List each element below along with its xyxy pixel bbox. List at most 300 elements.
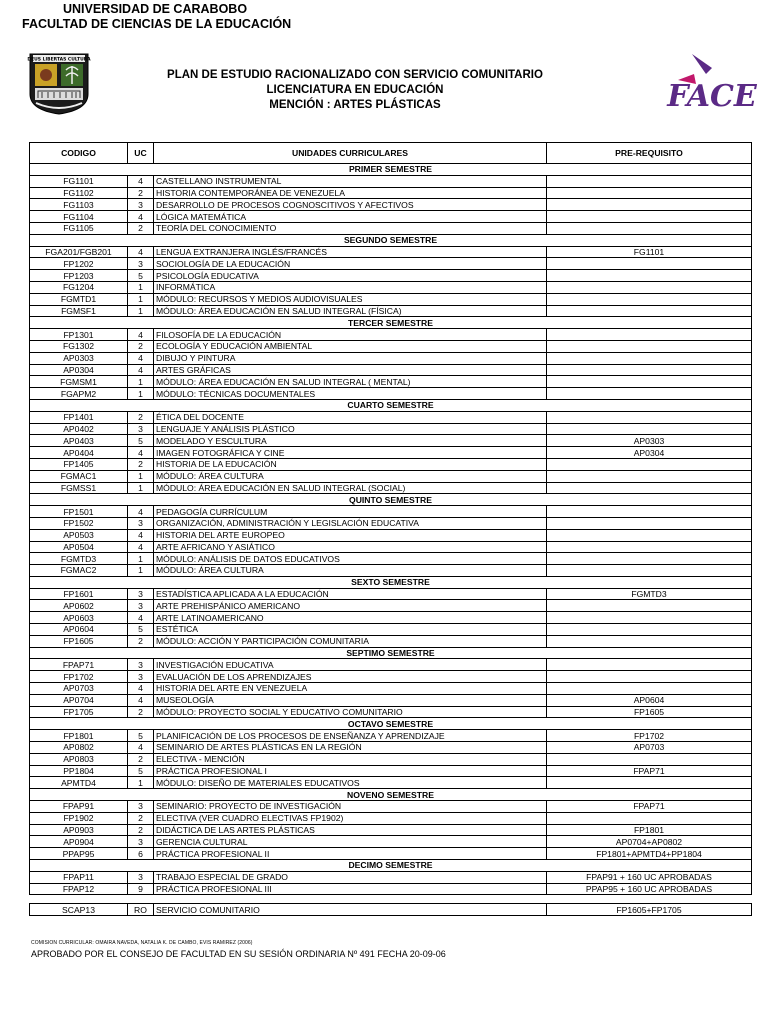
course-name: INVESTIGACIÓN EDUCATIVA — [154, 659, 547, 671]
course-code: FGMSM1 — [30, 376, 128, 388]
course-prereq — [547, 506, 752, 518]
course-name: LENGUAJE Y ANÁLISIS PLÁSTICO — [154, 423, 547, 435]
column-header-code: CODIGO — [30, 143, 128, 164]
course-uc: 3 — [128, 588, 154, 600]
course-code: FP1401 — [30, 411, 128, 423]
course-code: AP0602 — [30, 600, 128, 612]
table-row — [30, 376, 752, 388]
course-code: FP1301 — [30, 329, 128, 341]
course-uc: 1 — [128, 293, 154, 305]
semester-header-row — [30, 494, 752, 506]
course-uc: 1 — [128, 305, 154, 317]
curriculum-table — [29, 142, 752, 916]
course-code: FPAP11 — [30, 871, 128, 883]
faculty-name: FACULTAD DE CIENCIAS DE LA EDUCACIÓN — [22, 17, 292, 31]
course-name: PSICOLOGÍA EDUCATIVA — [154, 270, 547, 282]
course-name: HISTORIA DE LA EDUCACIÓN — [154, 458, 547, 470]
course-uc: 3 — [128, 836, 154, 848]
course-code: FG1101 — [30, 175, 128, 187]
column-header-prereq: PRE-REQUISITO — [547, 143, 752, 164]
course-code: FGA201/FGB201 — [30, 246, 128, 258]
course-prereq: FGMTD3 — [547, 588, 752, 600]
course-uc: 4 — [128, 541, 154, 553]
course-code: AP0503 — [30, 529, 128, 541]
course-uc: 3 — [128, 517, 154, 529]
commission-note: COMISION CURRICULAR: OMAIRA NAVEDA, NATALIA K. DE CAMBO, EVIS RAMIREZ (2006) — [31, 940, 253, 946]
face-logo-icon — [667, 44, 757, 120]
table-row — [30, 388, 752, 400]
table-row — [30, 305, 752, 317]
course-uc: 1 — [128, 388, 154, 400]
course-prereq: AP0304 — [547, 447, 752, 459]
course-code: FG1302 — [30, 340, 128, 352]
course-uc: 1 — [128, 376, 154, 388]
table-row — [30, 565, 752, 577]
course-prereq — [547, 671, 752, 683]
course-prereq: FPAP71 — [547, 801, 752, 813]
table-row — [30, 482, 752, 494]
course-name: MUSEOLOGÍA — [154, 694, 547, 706]
course-code: AP0704 — [30, 694, 128, 706]
course-prereq — [547, 222, 752, 234]
course-code: AP0603 — [30, 612, 128, 624]
course-name: IMAGEN FOTOGRÁFICA Y CINE — [154, 447, 547, 459]
course-name: SERVICIO COMUNITARIO — [154, 904, 547, 916]
course-name: TRABAJO ESPECIAL DE GRADO — [154, 871, 547, 883]
course-prereq — [547, 600, 752, 612]
course-name: ELECTIVA - MENCIÓN — [154, 753, 547, 765]
course-name: FILOSOFÍA DE LA EDUCACIÓN — [154, 329, 547, 341]
course-uc: 5 — [128, 435, 154, 447]
course-name: DIDÁCTICA DE LAS ARTES PLÁSTICAS — [154, 824, 547, 836]
course-name: LENGUA EXTRANJERA INGLÉS/FRANCÉS — [154, 246, 547, 258]
semester-header-row — [30, 576, 752, 588]
course-code: FG1102 — [30, 187, 128, 199]
course-prereq — [547, 659, 752, 671]
semester-header-row — [30, 164, 752, 176]
table-row — [30, 694, 752, 706]
course-prereq — [547, 270, 752, 282]
course-prereq — [547, 529, 752, 541]
course-prereq — [547, 305, 752, 317]
semester-title: CUARTO SEMESTRE — [30, 399, 752, 411]
semester-header-row — [30, 399, 752, 411]
table-row — [30, 812, 752, 824]
course-prereq — [547, 423, 752, 435]
course-name: MÓDULO: RECURSOS Y MEDIOS AUDIOVISUALES — [154, 293, 547, 305]
svg-text:DEUS LIBERTAS CULTURA: DEUS LIBERTAS CULTURA — [27, 57, 91, 63]
course-prereq — [547, 777, 752, 789]
course-uc: 2 — [128, 635, 154, 647]
course-code: AP0403 — [30, 435, 128, 447]
course-name: SOCIOLOGÍA DE LA EDUCACIÓN — [154, 258, 547, 270]
table-spacer — [30, 895, 752, 904]
course-prereq — [547, 553, 752, 565]
table-row — [30, 175, 752, 187]
course-code: FPAP91 — [30, 801, 128, 813]
university-name: UNIVERSIDAD DE CARABOBO — [63, 2, 248, 16]
course-code: FP1801 — [30, 730, 128, 742]
course-prereq — [547, 624, 752, 636]
course-code: AP0303 — [30, 352, 128, 364]
course-prereq — [547, 517, 752, 529]
course-code: FP1902 — [30, 812, 128, 824]
course-code: AP0904 — [30, 836, 128, 848]
course-prereq — [547, 411, 752, 423]
course-uc: 4 — [128, 246, 154, 258]
course-prereq: FPAP71 — [547, 765, 752, 777]
course-uc: 4 — [128, 612, 154, 624]
course-uc: 2 — [128, 222, 154, 234]
table-row — [30, 848, 752, 860]
course-code: AP0604 — [30, 624, 128, 636]
course-code: FGAPM2 — [30, 388, 128, 400]
course-prereq — [547, 388, 752, 400]
table-row — [30, 340, 752, 352]
semester-title: TERCER SEMESTRE — [30, 317, 752, 329]
table-row — [30, 765, 752, 777]
course-uc: 1 — [128, 553, 154, 565]
course-name: ESTÉTICA — [154, 624, 547, 636]
course-name: PRÁCTICA PROFESIONAL II — [154, 848, 547, 860]
degree-title: LICENCIATURA EN EDUCACIÓN — [266, 84, 444, 96]
course-prereq — [547, 753, 752, 765]
course-prereq: AP0703 — [547, 742, 752, 754]
course-uc: 2 — [128, 824, 154, 836]
course-uc: 2 — [128, 706, 154, 718]
table-row — [30, 187, 752, 199]
table-row — [30, 199, 752, 211]
course-name: PEDAGOGÍA CURRÍCULUM — [154, 506, 547, 518]
course-prereq — [547, 340, 752, 352]
semester-header-row — [30, 317, 752, 329]
course-prereq: FP1801+APMTD4+PP1804 — [547, 848, 752, 860]
course-code: FGMTD3 — [30, 553, 128, 565]
course-prereq — [547, 175, 752, 187]
semester-title: PRIMER SEMESTRE — [30, 164, 752, 176]
course-code: FGMAC1 — [30, 470, 128, 482]
table-row — [30, 753, 752, 765]
course-code: FP1705 — [30, 706, 128, 718]
course-code: FG1204 — [30, 281, 128, 293]
course-code: AP0903 — [30, 824, 128, 836]
course-uc: 4 — [128, 506, 154, 518]
column-header-uc: UC — [128, 143, 154, 164]
course-prereq — [547, 812, 752, 824]
table-row — [30, 824, 752, 836]
course-prereq — [547, 683, 752, 695]
table-row — [30, 364, 752, 376]
table-row — [30, 352, 752, 364]
course-prereq: FP1605+FP1705 — [547, 904, 752, 916]
course-name: ARTE AFRICANO Y ASIÁTICO — [154, 541, 547, 553]
course-code: FG1103 — [30, 199, 128, 211]
table-row — [30, 706, 752, 718]
table-row — [30, 742, 752, 754]
course-name: DESARROLLO DE PROCESOS COGNOSCITIVOS Y AFECTIVOS — [154, 199, 547, 211]
course-name: PRÁCTICA PROFESIONAL III — [154, 883, 547, 895]
table-row — [30, 683, 752, 695]
table-row — [30, 329, 752, 341]
course-uc: 3 — [128, 671, 154, 683]
course-name: MÓDULO: ANÁLISIS DE DATOS EDUCATIVOS — [154, 553, 547, 565]
course-name: MÓDULO: ÁREA EDUCACIÓN EN SALUD INTEGRAL ( MENTAL) — [154, 376, 547, 388]
course-uc: 1 — [128, 777, 154, 789]
course-uc: 1 — [128, 470, 154, 482]
course-name: HISTORIA CONTEMPORÁNEA DE VENEZUELA — [154, 187, 547, 199]
course-code: FG1105 — [30, 222, 128, 234]
course-prereq — [547, 635, 752, 647]
table-row — [30, 470, 752, 482]
course-prereq — [547, 482, 752, 494]
table-row — [30, 246, 752, 258]
course-uc: 2 — [128, 753, 154, 765]
curriculum-table-body — [30, 143, 752, 916]
course-uc: 6 — [128, 848, 154, 860]
table-row — [30, 777, 752, 789]
course-uc: 3 — [128, 801, 154, 813]
table-row — [30, 222, 752, 234]
course-code: FP1601 — [30, 588, 128, 600]
plan-title: PLAN DE ESTUDIO RACIONALIZADO CON SERVICIO COMUNITARIO — [167, 69, 543, 81]
course-name: MÓDULO: ÁREA CULTURA — [154, 565, 547, 577]
course-name: DIBUJO Y PINTURA — [154, 352, 547, 364]
mention-title: MENCIÓN : ARTES PLÁSTICAS — [269, 99, 441, 111]
course-code: FP1702 — [30, 671, 128, 683]
course-name: MÓDULO: DISEÑO DE MATERIALES EDUCATIVOS — [154, 777, 547, 789]
course-prereq: AP0604 — [547, 694, 752, 706]
table-row — [30, 730, 752, 742]
table-row — [30, 883, 752, 895]
course-code: AP0504 — [30, 541, 128, 553]
semester-header-row — [30, 718, 752, 730]
course-code: AP0404 — [30, 447, 128, 459]
table-row — [30, 871, 752, 883]
table-row — [30, 258, 752, 270]
course-uc: 4 — [128, 329, 154, 341]
course-prereq — [547, 470, 752, 482]
course-name: MODELADO Y ESCULTURA — [154, 435, 547, 447]
course-name: ARTE PREHISPÁNICO AMERICANO — [154, 600, 547, 612]
course-uc: 2 — [128, 812, 154, 824]
course-prereq: FP1702 — [547, 730, 752, 742]
course-code: FP1501 — [30, 506, 128, 518]
course-code: PP1804 — [30, 765, 128, 777]
course-prereq — [547, 187, 752, 199]
course-uc: 3 — [128, 600, 154, 612]
course-code: FP1202 — [30, 258, 128, 270]
table-row — [30, 541, 752, 553]
course-prereq — [547, 458, 752, 470]
course-code: AP0703 — [30, 683, 128, 695]
table-row — [30, 635, 752, 647]
course-code: FPAP12 — [30, 883, 128, 895]
course-uc: 2 — [128, 458, 154, 470]
semester-header-row — [30, 789, 752, 801]
course-uc: 3 — [128, 423, 154, 435]
course-name: PRÁCTICA PROFESIONAL I — [154, 765, 547, 777]
table-row — [30, 529, 752, 541]
approval-note: APROBADO POR EL CONSEJO DE FACULTAD EN SU SESIÓN ORDINARIA Nº 491 FECHA 20-09-06 — [31, 949, 446, 959]
semester-title: QUINTO SEMESTRE — [30, 494, 752, 506]
course-prereq: FP1801 — [547, 824, 752, 836]
course-name: HISTORIA DEL ARTE EUROPEO — [154, 529, 547, 541]
course-name: PLANIFICACIÓN DE LOS PROCESOS DE ENSEÑANZA Y APRENDIZAJE — [154, 730, 547, 742]
semester-title: SEXTO SEMESTRE — [30, 576, 752, 588]
course-code: AP0802 — [30, 742, 128, 754]
course-uc: 5 — [128, 624, 154, 636]
course-uc: 4 — [128, 211, 154, 223]
course-prereq: AP0704+AP0802 — [547, 836, 752, 848]
course-prereq: PPAP95 + 160 UC APROBADAS — [547, 883, 752, 895]
table-row — [30, 612, 752, 624]
course-prereq — [547, 364, 752, 376]
course-name: TEORÍA DEL CONOCIMIENTO — [154, 222, 547, 234]
course-name: ORGANIZACIÓN, ADMINISTRACIÓN Y LEGISLACIÓN EDUCATIVA — [154, 517, 547, 529]
course-code: FG1104 — [30, 211, 128, 223]
table-row — [30, 435, 752, 447]
course-uc: 9 — [128, 883, 154, 895]
course-name: CASTELLANO INSTRUMENTAL — [154, 175, 547, 187]
course-uc: 4 — [128, 694, 154, 706]
spacer-cell — [30, 895, 752, 904]
course-name: EVALUACIÓN DE LOS APRENDIZAJES — [154, 671, 547, 683]
table-row — [30, 553, 752, 565]
course-code: FGMTD1 — [30, 293, 128, 305]
course-code: AP0402 — [30, 423, 128, 435]
course-uc: 2 — [128, 340, 154, 352]
course-prereq — [547, 329, 752, 341]
course-name: MÓDULO: TÉCNICAS DOCUMENTALES — [154, 388, 547, 400]
course-uc: 4 — [128, 447, 154, 459]
table-row — [30, 270, 752, 282]
course-name: MÓDULO: ÁREA EDUCACIÓN EN SALUD INTEGRAL (SOCIAL) — [154, 482, 547, 494]
table-row — [30, 211, 752, 223]
course-code: PPAP95 — [30, 848, 128, 860]
course-code: AP0803 — [30, 753, 128, 765]
course-uc: 5 — [128, 270, 154, 282]
logo-text: FACE — [667, 79, 757, 114]
course-code: FPAP71 — [30, 659, 128, 671]
course-uc: 3 — [128, 871, 154, 883]
course-uc: 5 — [128, 730, 154, 742]
course-code: FP1203 — [30, 270, 128, 282]
course-name: MÓDULO: ÁREA CULTURA — [154, 470, 547, 482]
course-name: ARTES GRÁFICAS — [154, 364, 547, 376]
course-uc: 1 — [128, 482, 154, 494]
table-row — [30, 458, 752, 470]
document-titles — [130, 68, 580, 113]
course-name: MÓDULO: ÁREA EDUCACIÓN EN SALUD INTEGRAL (FÍSICA) — [154, 305, 547, 317]
course-name: SEMINARIO: PROYECTO DE INVESTIGACIÓN — [154, 801, 547, 813]
table-row — [30, 423, 752, 435]
university-crest-icon — [26, 50, 92, 116]
course-prereq: AP0303 — [547, 435, 752, 447]
course-name: ELECTIVA (VER CUADRO ELECTIVAS FP1902) — [154, 812, 547, 824]
course-name: ARTE LATINOAMERICANO — [154, 612, 547, 624]
course-prereq: FP1605 — [547, 706, 752, 718]
course-name: ÉTICA DEL DOCENTE — [154, 411, 547, 423]
table-row — [30, 293, 752, 305]
course-uc: 3 — [128, 258, 154, 270]
course-prereq — [547, 541, 752, 553]
course-code: AP0304 — [30, 364, 128, 376]
course-name: MÓDULO: ACCIÓN Y PARTICIPACIÓN COMUNITARIA — [154, 635, 547, 647]
course-prereq — [547, 293, 752, 305]
semester-header-row — [30, 860, 752, 872]
community-service-row — [30, 904, 752, 916]
table-row — [30, 411, 752, 423]
table-row — [30, 506, 752, 518]
course-code: FP1502 — [30, 517, 128, 529]
course-uc: 5 — [128, 765, 154, 777]
semester-title: OCTAVO SEMESTRE — [30, 718, 752, 730]
course-uc: 1 — [128, 281, 154, 293]
semester-title: DECIMO SEMESTRE — [30, 860, 752, 872]
course-name: ECOLOGÍA Y EDUCACIÓN AMBIENTAL — [154, 340, 547, 352]
course-uc: 2 — [128, 411, 154, 423]
course-prereq — [547, 612, 752, 624]
course-code: FP1405 — [30, 458, 128, 470]
table-row — [30, 624, 752, 636]
course-uc: 3 — [128, 199, 154, 211]
table-row — [30, 671, 752, 683]
table-row — [30, 801, 752, 813]
course-name: HISTORIA DEL ARTE EN VENEZUELA — [154, 683, 547, 695]
course-code: FGMSF1 — [30, 305, 128, 317]
course-name: SEMINARIO DE ARTES PLÁSTICAS EN LA REGIÓN — [154, 742, 547, 754]
table-row — [30, 600, 752, 612]
table-row — [30, 659, 752, 671]
semester-header-row — [30, 234, 752, 246]
semester-title: SEGUNDO SEMESTRE — [30, 234, 752, 246]
course-prereq — [547, 281, 752, 293]
course-uc: 4 — [128, 175, 154, 187]
course-uc: RO — [128, 904, 154, 916]
course-prereq — [547, 376, 752, 388]
course-name: LÓGICA MATEMÁTICA — [154, 211, 547, 223]
course-uc: 4 — [128, 742, 154, 754]
course-name: MÓDULO: PROYECTO SOCIAL Y EDUCATIVO COMUNITARIO — [154, 706, 547, 718]
course-code: APMTD4 — [30, 777, 128, 789]
table-row — [30, 588, 752, 600]
table-row — [30, 281, 752, 293]
table-row — [30, 447, 752, 459]
course-uc: 4 — [128, 683, 154, 695]
course-uc: 4 — [128, 352, 154, 364]
course-uc: 4 — [128, 529, 154, 541]
course-code: FP1605 — [30, 635, 128, 647]
table-row — [30, 517, 752, 529]
course-name: GERENCIA CULTURAL — [154, 836, 547, 848]
semester-title: SEPTIMO SEMESTRE — [30, 647, 752, 659]
course-name: ESTADÍSTICA APLICADA A LA EDUCACIÓN — [154, 588, 547, 600]
course-prereq — [547, 211, 752, 223]
course-uc: 3 — [128, 659, 154, 671]
course-prereq — [547, 352, 752, 364]
course-name: INFORMÁTICA — [154, 281, 547, 293]
course-uc: 2 — [128, 187, 154, 199]
course-uc: 4 — [128, 364, 154, 376]
course-uc: 1 — [128, 565, 154, 577]
course-code: SCAP13 — [30, 904, 128, 916]
course-prereq — [547, 565, 752, 577]
semester-title: NOVENO SEMESTRE — [30, 789, 752, 801]
course-code: FGMAC2 — [30, 565, 128, 577]
course-prereq — [547, 258, 752, 270]
table-header-row — [30, 143, 752, 164]
course-prereq: FG1101 — [547, 246, 752, 258]
